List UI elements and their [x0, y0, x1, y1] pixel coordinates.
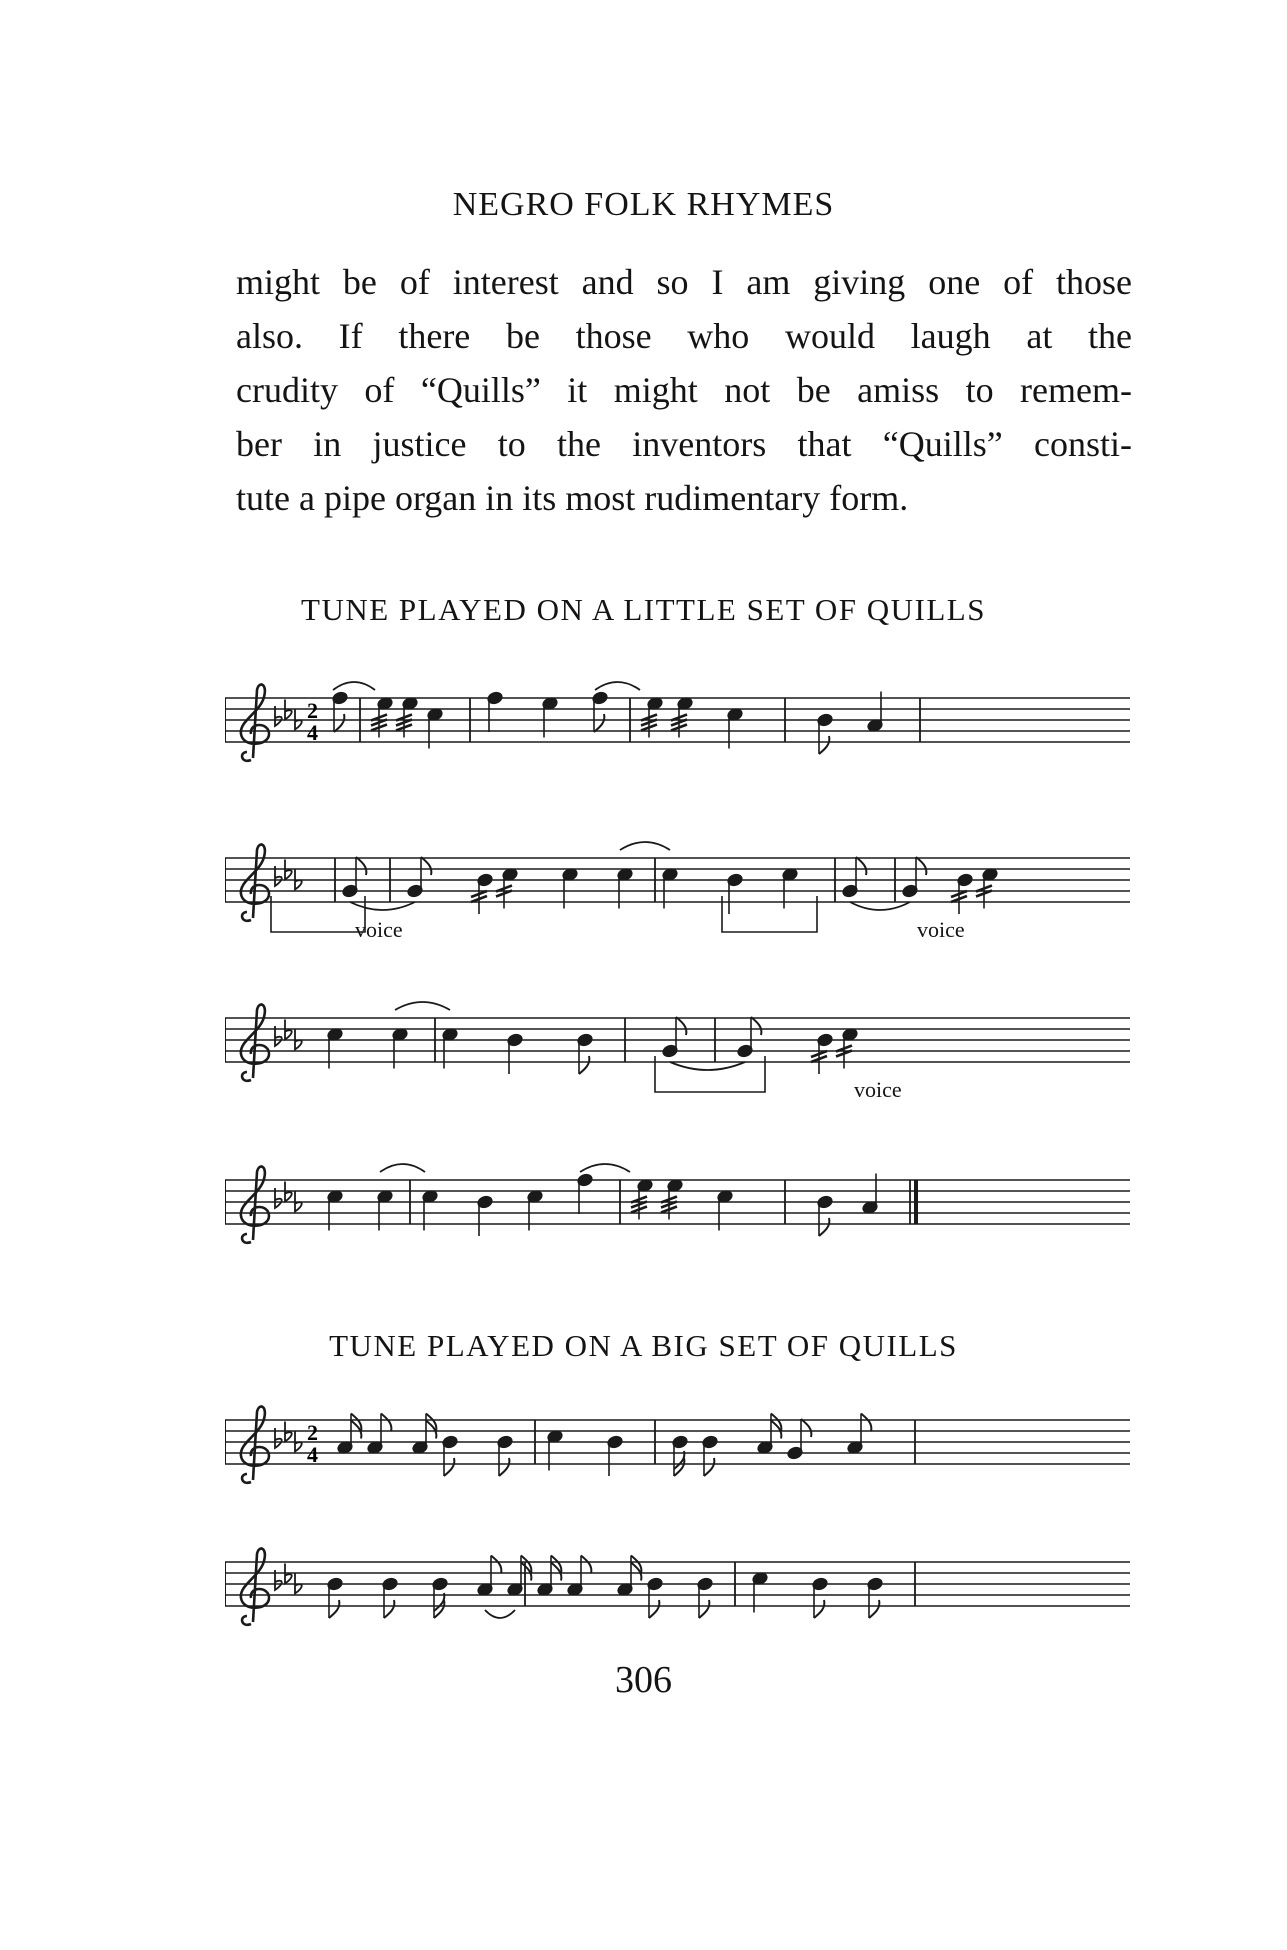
note [487, 691, 504, 732]
tune-title-big-quills: TUNE PLAYED ON A BIG SET OF QUILLS [329, 1328, 958, 1363]
note [342, 857, 367, 898]
running-title: NEGRO FOLK RHYMES [452, 186, 835, 223]
slur [395, 1002, 450, 1010]
staff-lines [225, 1562, 1130, 1606]
music-staff-1 [225, 660, 1145, 780]
treble-clef [241, 1167, 269, 1243]
note [471, 873, 493, 914]
svg-text:4: 4 [307, 720, 318, 745]
svg-text:2: 2 [307, 698, 318, 723]
slur [333, 682, 375, 690]
slur [485, 1610, 515, 1618]
staff-lines [225, 858, 1130, 902]
staff-lines [225, 1018, 1130, 1062]
music-staff-5 [225, 1390, 1145, 1500]
slur [580, 1164, 630, 1172]
body-line: might be of interest and so I am giving one of those [236, 262, 1132, 302]
svg-text:2: 2 [307, 1420, 318, 1445]
slur [620, 842, 670, 850]
note [592, 691, 609, 732]
music-staff-3 [225, 980, 1145, 1120]
note [607, 1435, 624, 1476]
body-line: crudity of “Quills” it might not be amiss to remem- [236, 370, 1132, 410]
body-paragraph [236, 255, 1132, 525]
note [577, 1173, 594, 1214]
slur [850, 902, 910, 910]
page-number: 306 [615, 1659, 672, 1701]
time-signature [307, 1420, 318, 1467]
slur [380, 1164, 425, 1172]
note [327, 1577, 344, 1618]
note [951, 873, 973, 914]
key-signature-flats [275, 700, 302, 730]
body-line: tute a pipe organ in its most rudimentary form. [236, 478, 909, 518]
note [811, 1033, 833, 1074]
note [382, 1577, 399, 1618]
key-signature-flats [275, 860, 302, 890]
tune-title-little-quills: TUNE PLAYED ON A LITTLE SET OF QUILLS [301, 592, 986, 627]
note [662, 1017, 687, 1058]
note [332, 691, 349, 732]
key-signature-flats [275, 1422, 302, 1452]
key-signature-flats [275, 1020, 302, 1050]
key-signature-flats [275, 1182, 302, 1212]
note [867, 1577, 884, 1618]
note [902, 857, 927, 898]
voice-label: voice [355, 917, 403, 942]
note [737, 1017, 762, 1058]
treble-clef [241, 845, 269, 921]
music-staff-6 [225, 1532, 1145, 1642]
body-line: ber in justice to the inventors that “Quills” consti- [236, 424, 1132, 464]
note [727, 873, 744, 914]
note [812, 1577, 829, 1618]
note [577, 1033, 594, 1074]
note [842, 857, 867, 898]
note [787, 1419, 812, 1460]
note [497, 1435, 514, 1476]
note [507, 1033, 524, 1074]
key-signature-flats [275, 1564, 302, 1594]
note [702, 1435, 719, 1476]
slur [670, 1062, 745, 1070]
note [697, 1577, 714, 1618]
note [647, 1577, 664, 1618]
music-staff-4 [225, 1142, 1145, 1262]
music-staff-2 [225, 820, 1145, 960]
slur [595, 682, 640, 690]
time-signature [307, 698, 318, 745]
note [432, 1577, 449, 1618]
treble-clef [241, 685, 269, 761]
note [817, 713, 834, 754]
treble-clef [241, 1549, 269, 1625]
note [407, 857, 432, 898]
note [817, 1195, 834, 1236]
treble-clef [241, 1005, 269, 1081]
voice-label: voice [917, 917, 965, 942]
svg-text:4: 4 [307, 1442, 318, 1467]
note [477, 1195, 494, 1236]
body-line: also. If there be those who would laugh at the [236, 316, 1132, 356]
note [672, 1435, 689, 1476]
voice-label: voice [854, 1077, 902, 1102]
slur [350, 902, 415, 910]
note [442, 1435, 459, 1476]
treble-clef [241, 1407, 269, 1483]
